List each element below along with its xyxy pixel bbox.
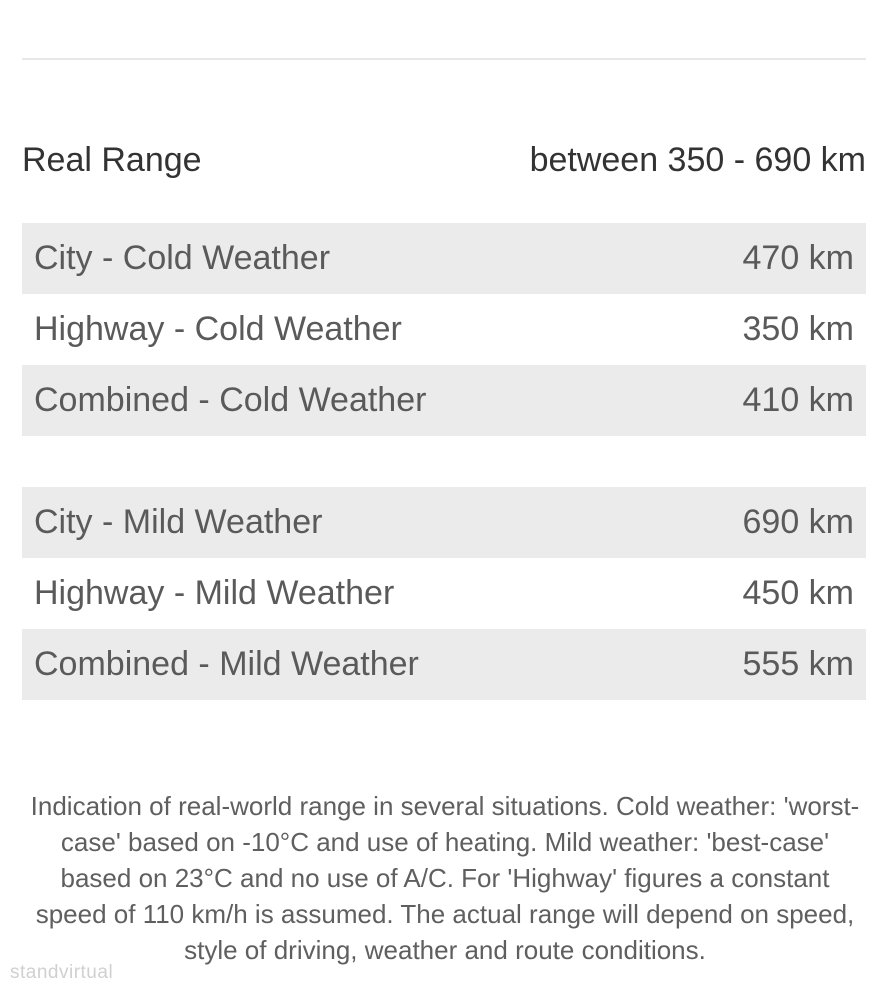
row-label: Highway - Mild Weather (34, 574, 395, 612)
table-row (22, 365, 866, 436)
table-row (22, 294, 866, 365)
row-value: 350 km (742, 310, 854, 348)
top-divider (22, 58, 866, 60)
row-value: 555 km (742, 645, 854, 683)
table-row (22, 223, 866, 294)
cold-weather-table (22, 223, 866, 436)
row-label: City - Cold Weather (34, 239, 331, 277)
table-row (22, 629, 866, 700)
real-range-header (22, 130, 866, 190)
mild-weather-table (22, 487, 866, 700)
table-row (22, 487, 866, 558)
range-footnote: Indication of real-world range in several situations. Cold weather: 'worst-case' based on -10°C and use of heating. Mild weather: 'best-case' based on 23°C and no use of A/C. For 'Highway' figures a constant speed of 110 km/h is assumed. The actual range will depend on speed, style of driving, weather and route conditions. (30, 791, 860, 965)
row-label: Highway - Cold Weather (34, 310, 402, 348)
watermark-logo: standvirtual (10, 962, 114, 983)
row-label: City - Mild Weather (34, 503, 323, 541)
real-range-title: Real Range (22, 140, 202, 179)
row-label: Combined - Mild Weather (34, 645, 419, 683)
row-value: 470 km (742, 239, 854, 277)
row-value: 450 km (742, 574, 854, 612)
real-range-value: between 350 - 690 km (529, 140, 866, 179)
row-label: Combined - Cold Weather (34, 381, 427, 419)
table-row (22, 558, 866, 629)
row-value: 410 km (742, 381, 854, 419)
row-value: 690 km (742, 503, 854, 541)
